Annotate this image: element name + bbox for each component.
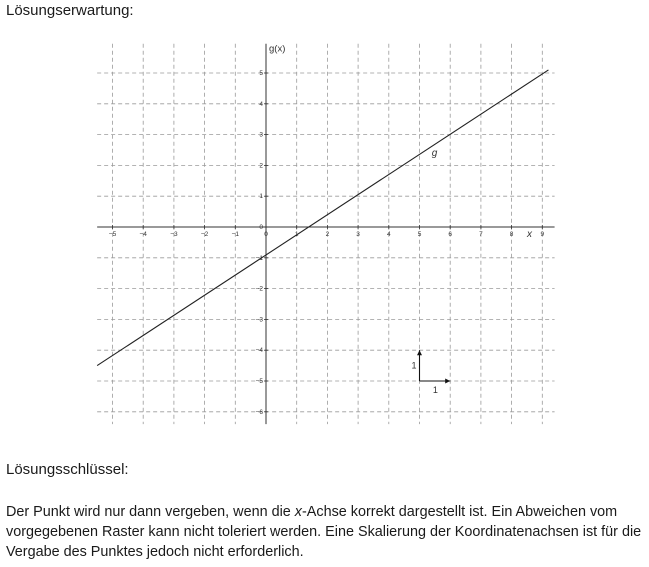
paragraph-x-italic: x (294, 504, 302, 520)
x-tick-label: −4 (139, 231, 147, 238)
x-tick-label: 6 (448, 231, 453, 238)
x-tick-label: −2 (200, 231, 209, 238)
arrowhead-up-icon (417, 350, 422, 355)
scale-indicator (412, 350, 451, 395)
y-tick-label: 0 (259, 224, 263, 231)
y-tick-label: −3 (255, 316, 263, 324)
x-tick-label: 5 (417, 231, 422, 238)
heading-solution-expectation: Lösungserwartung: (6, 2, 134, 19)
y-tick-label: −4 (255, 347, 263, 355)
arrowhead-right-icon (445, 379, 450, 384)
x-tick-label: 0 (264, 231, 268, 238)
paragraph-text-part2: -Achse korrekt dargestellt ist. Ein Abweichen vom vorgegebenen Raster kann nicht toleriert werden. Eine Skalierung der Koordinatenachsen ist für die Vergabe des Punktes jedoch nicht erforderlich. (6, 504, 642, 560)
y-tick-label: 1 (259, 193, 263, 201)
x-tick-label: 1 (294, 231, 299, 238)
x-axis-label: x (526, 229, 532, 240)
series-layer (97, 70, 548, 366)
solution-key-paragraph (6, 502, 646, 562)
x-tick-label: 9 (540, 231, 545, 238)
x-tick-label: 2 (325, 231, 330, 238)
scale-label-horizontal: 1 (432, 385, 438, 395)
x-tick-label: 8 (509, 231, 514, 238)
x-tick-label: 4 (386, 231, 391, 238)
x-tick-label: −3 (170, 231, 178, 238)
series-line-g (97, 70, 548, 366)
x-tick-label: 3 (356, 231, 360, 238)
scale-label-vertical: 1 (411, 360, 417, 371)
heading-solution-key: Lösungsschlüssel: (6, 461, 129, 478)
y-tick-label: 2 (259, 162, 263, 170)
y-tick-label: −5 (255, 378, 263, 385)
y-tick-label: 3 (259, 131, 263, 139)
x-tick-label: 7 (479, 231, 483, 238)
x-tick-label: −5 (108, 231, 117, 238)
x-tick-label: −1 (231, 231, 240, 238)
y-axis-label: g(x) (269, 43, 286, 55)
y-tick-label: 5 (259, 70, 263, 77)
y-tick-label: −2 (255, 285, 263, 293)
y-tick-label: −6 (255, 408, 263, 416)
series-label: g (431, 148, 438, 160)
y-tick-label: −1 (255, 254, 263, 262)
paragraph-text-part1: Der Punkt wird nur dann vergeben, wenn die (6, 504, 295, 520)
y-tick-label: 4 (259, 100, 263, 108)
